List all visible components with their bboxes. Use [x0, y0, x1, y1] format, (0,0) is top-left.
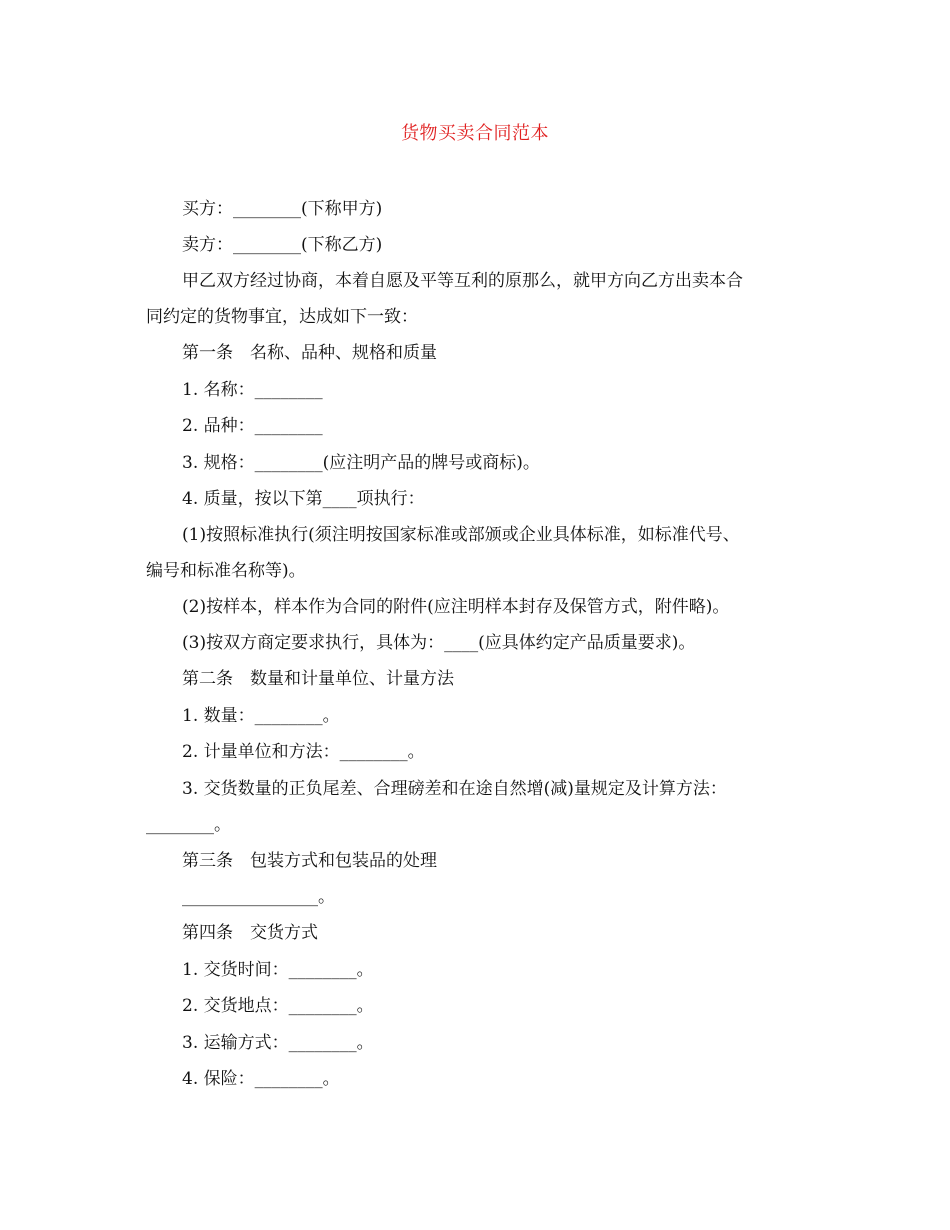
article-3-blank: ________________。 — [182, 887, 335, 907]
preamble-line-1: 甲乙双方经过协商，本着自愿及平等互利的原那么，就甲方向乙方出卖本合 — [182, 271, 743, 291]
article-2-heading: 第二条 数量和计量单位、计量方法 — [182, 669, 454, 689]
quality-option-1-line-1: (1)按照标准执行(须注明按国家标准或部颁或企业具体标准，如标准代号、 — [182, 525, 740, 545]
article-3-heading: 第三条 包装方式和包装品的处理 — [182, 851, 437, 871]
article-1-item-3: 3. 规格：________(应注明产品的牌号或商标)。 — [182, 453, 540, 473]
quality-option-2: (2)按样本，样本作为合同的附件(应注明样本封存及保管方式，附件略)。 — [182, 597, 730, 617]
article-1-heading: 第一条 名称、品种、规格和质量 — [182, 343, 437, 363]
article-4-item-4: 4. 保险：________。 — [182, 1069, 340, 1089]
article-2-item-2: 2. 计量单位和方法：________。 — [182, 742, 425, 762]
article-1-item-2: 2. 品种：________ — [182, 416, 323, 436]
article-4-item-3: 3. 运输方式：________。 — [182, 1033, 374, 1053]
article-1-item-4: 4. 质量，按以下第____项执行： — [182, 489, 425, 509]
article-1-item-1: 1. 名称：________ — [182, 380, 323, 400]
buyer-line: 买方：________(下称甲方) — [182, 199, 383, 219]
article-4-heading: 第四条 交货方式 — [182, 923, 318, 943]
quality-option-1-line-2: 编号和标准名称等)。 — [146, 561, 306, 581]
seller-line: 卖方：________(下称乙方) — [182, 235, 383, 255]
article-4-item-1: 1. 交货时间：________。 — [182, 960, 374, 980]
article-2-item-3-line-2: ________。 — [146, 815, 231, 835]
preamble-line-2: 同约定的货物事宜，达成如下一致： — [146, 307, 418, 327]
article-4-item-2: 2. 交货地点：________。 — [182, 996, 374, 1016]
article-2-item-1: 1. 数量：________。 — [182, 706, 340, 726]
document-title: 货物买卖合同范本 — [401, 123, 549, 144]
quality-option-3: (3)按双方商定要求执行，具体为：____(应具体约定产品质量要求)。 — [182, 633, 696, 653]
article-2-item-3-line-1: 3. 交货数量的正负尾差、合理磅差和在途自然增(减)量规定及计算方法： — [182, 779, 727, 799]
